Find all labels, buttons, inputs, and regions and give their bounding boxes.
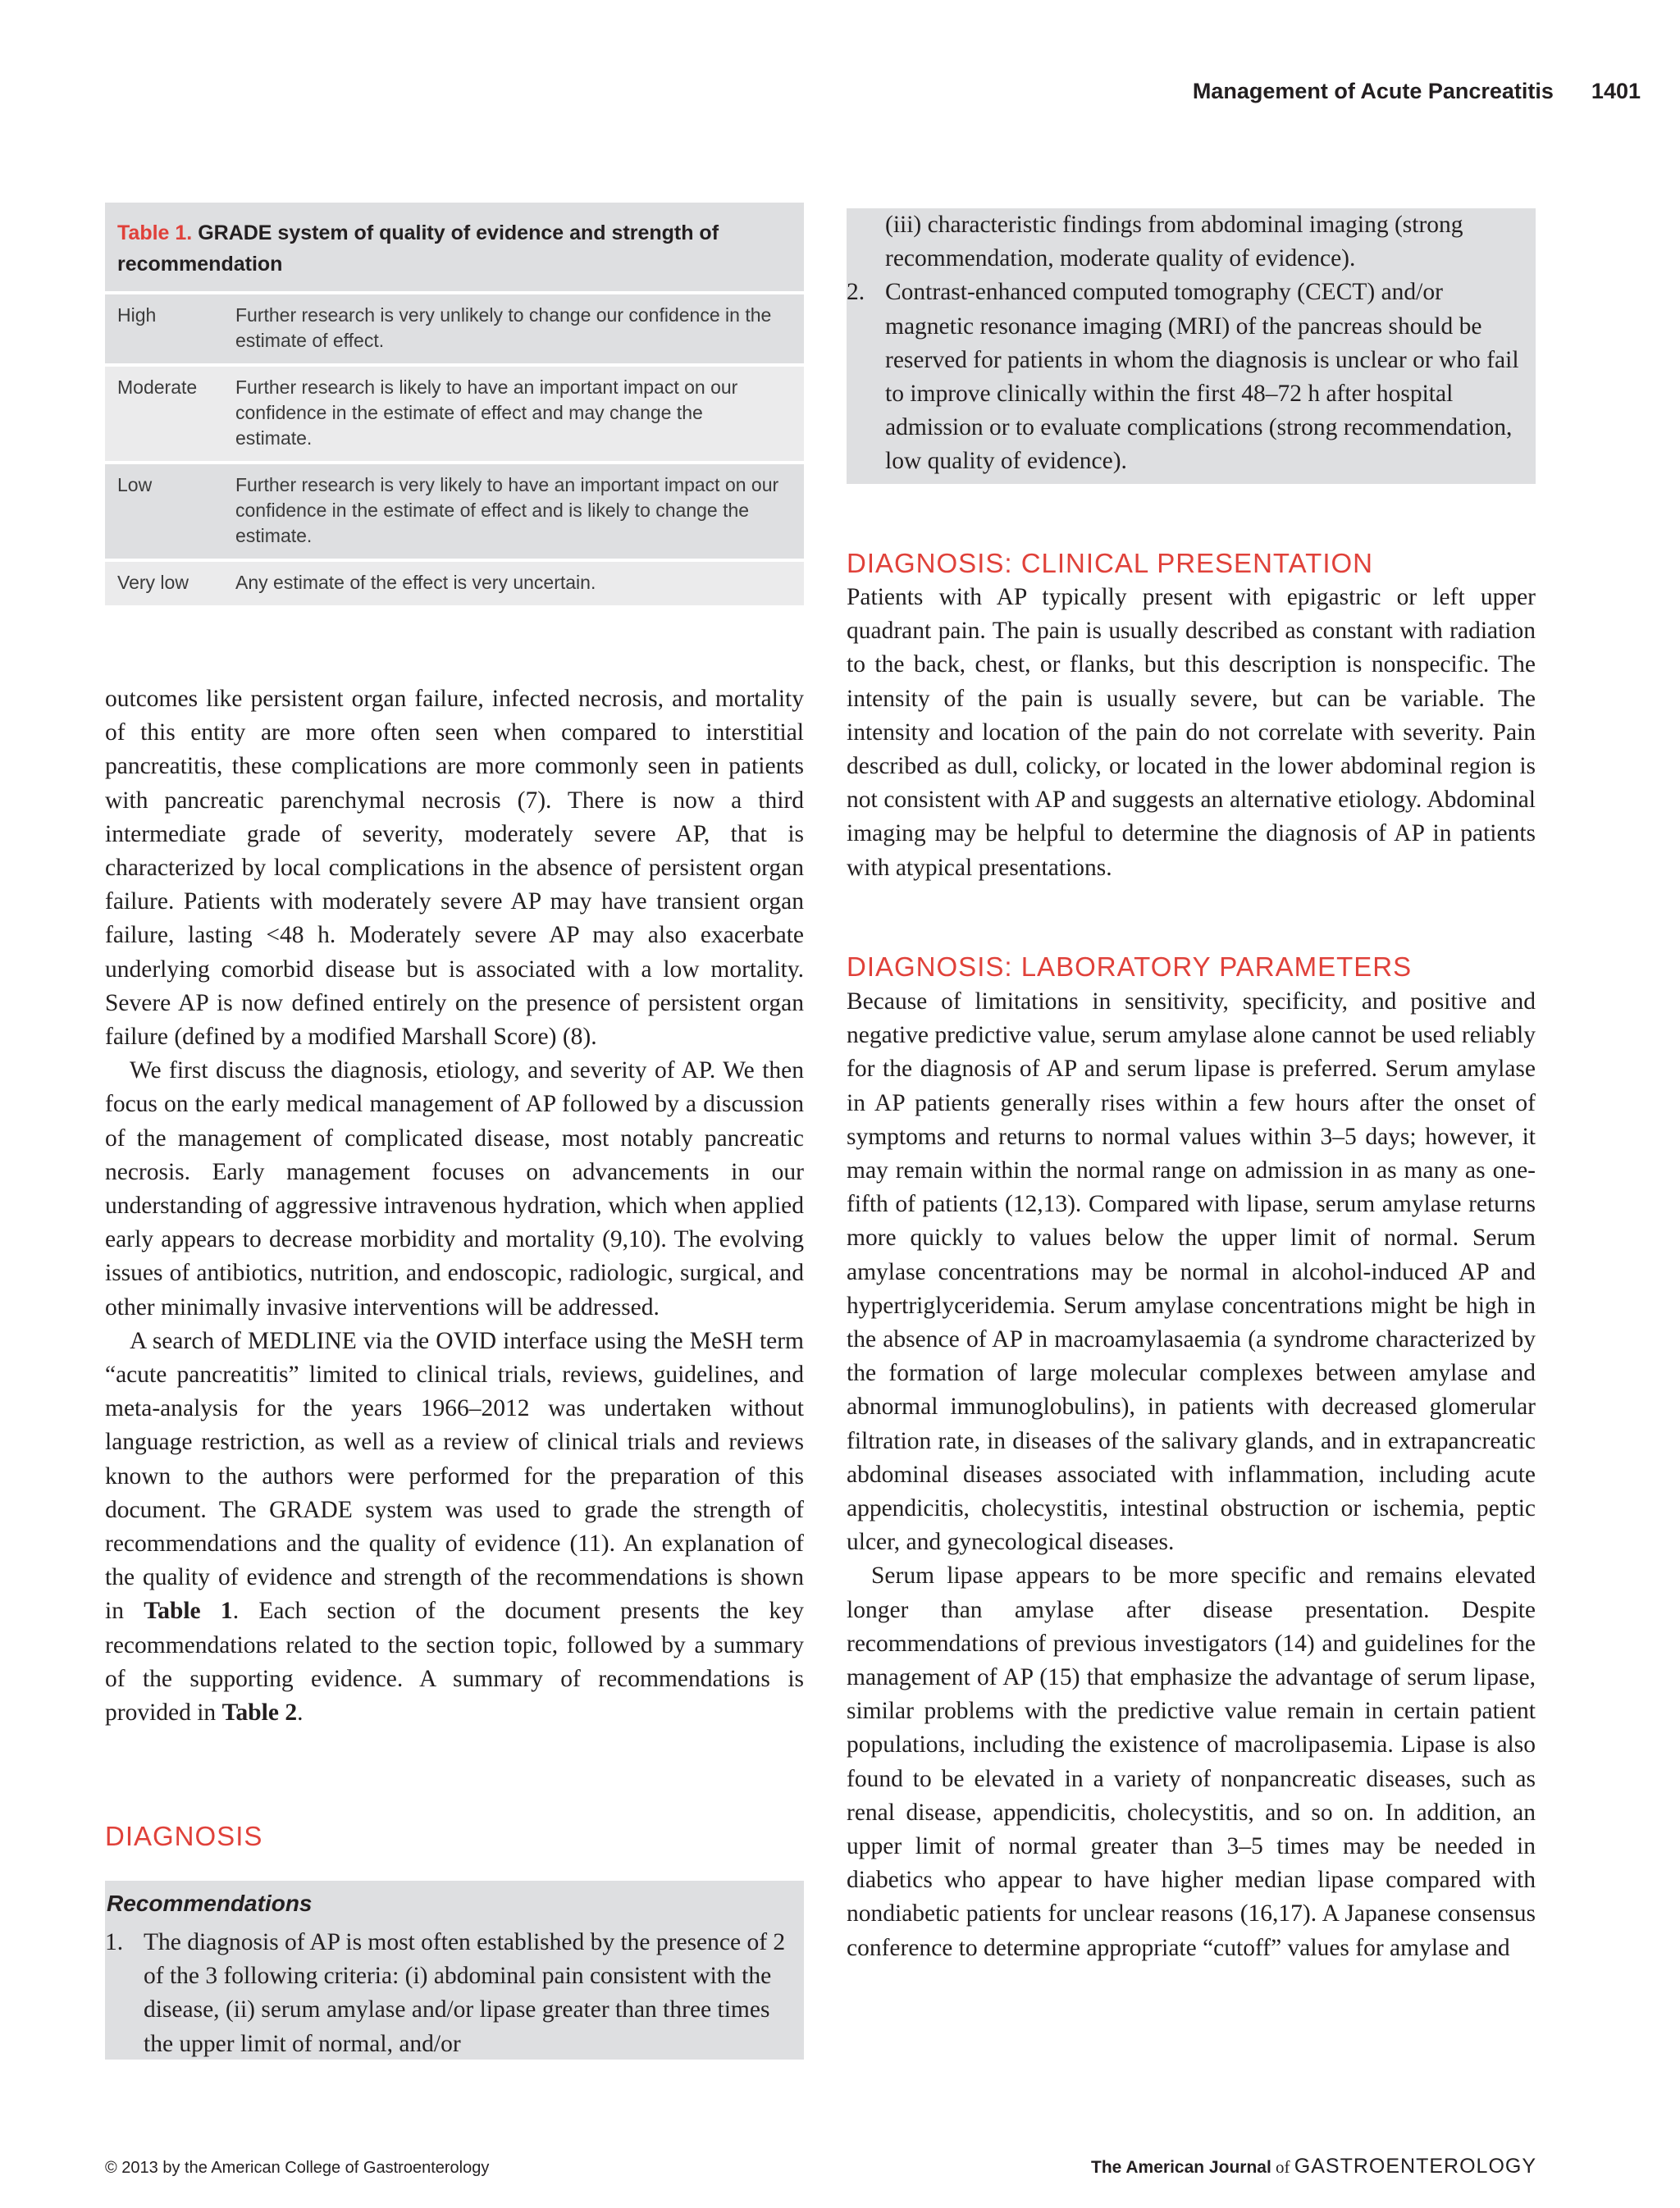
paragraph [105,1325,804,1730]
recommendation-text: The diagnosis of AP is most often established by the presence of 2 of the 3 following criteria: (i) abdominal pain consistent with the disease, (ii) serum amylase and/or lipase greater than three times the upper limit of normal, and/or [144,1929,786,2057]
recommendation-item [847,276,1536,478]
table-reference-link[interactable]: Table 2 [221,1699,298,1727]
running-title: Management of Acute Pancreatitis [1192,79,1554,103]
section-heading-diagnosis: DIAGNOSIS [105,1821,263,1851]
recommendation-list [105,1926,794,2061]
paragraph: Patients with AP typically present with epigastric or left upper quadrant pain. The pain is usually described as constant with radiation to the back, chest, or flanks, but this description is nonspecific. The intensity of the pain is usually severe, but can be variable. The intensity and location of the pain do not correlate with severity. Pain described as dull, colicky, or located in the lower abdominal region is not consistent with AP and suggests an alternative etiology. Abdominal imaging may be helpful to determine the diagnosis of AP in patients with atypical presentations. [847,584,1536,881]
paragraph-text: . [297,1699,304,1727]
clinical-presentation-body [847,581,1536,885]
table-caption-text: GRADE system of quality of evidence and strength of recommendation [117,221,719,276]
recommendation-item [105,1926,794,2061]
journal-name-prefix: The American Journal [1091,2158,1271,2177]
recommendation-text: Contrast-enhanced computed tomography (CECT) and/or magnetic resonance imaging (MRI) of the pancreas should be reserved for patients in whom the diagnosis is unclear or who fail to improve clinically within the first 48–72 h after hospital admission or to evaluate complications (strong recommendation, low quality of evidence). [885,279,1519,475]
table-1 [105,203,804,609]
table-cell-definition: Further research is very unlikely to change our confidence in the estimate of effect. [235,304,772,351]
table-cell-definition: Further research is likely to have an important impact on our confidence in the estimate of effect and may change the estimate. [235,376,738,449]
recommendation-text: (iii) characteristic findings from abdominal imaging (strong recommendation, moderate quality of evidence). [885,212,1463,272]
recommendation-number: 2. [847,279,865,306]
page-number: 1401 [1591,79,1641,103]
table-label: Table 1. [117,221,193,244]
laboratory-parameters-body [847,985,1536,1965]
recommendations-box-continued [847,208,1536,484]
section-heading-laboratory-parameters: DIAGNOSIS: LABORATORY PARAMETERS [847,951,1413,982]
left-column-body [105,682,804,1730]
paragraph-text: . Each section of the document presents the key recommendations related to the section topic, followed by a summary of the supporting evidence. A summary of recommendations is provided in [105,1598,805,1727]
journal-name [1091,2154,1536,2178]
recommendations-title: Recommendations [107,1891,313,1916]
table-cell-level: Low [117,474,153,495]
recommendation-list [847,208,1536,479]
paragraph: Serum lipase appears to be more specific and remains elevated longer than amylase after disease presentation. Despite recommendations of previous investigators (14) and guidelines for the management of AP (15) that emphasize the advantage of serum lipase, similar problems with the predictive value remain in certain patient populations, including the existence of macrolipasemia. Lipase is also found to be elevated in a variety of nonpancreatic diseases, such as renal disease, appendicitis, cholecystitis, and so on. In addition, an upper limit of normal greater than 3–5 times may be needed in diabetics who appear to have higher median lipase compared with nondiabetic patients for unclear reasons (16,17). A Japanese consensus conference to determine appropriate “cutoff” values for amylase and [847,1562,1536,1961]
table-cell-level: Very low [117,572,189,593]
running-header [984,79,1641,104]
paragraph: Because of limitations in sensitivity, specificity, and positive and negative predictive value, serum amylase alone cannot be used reliably for the diagnosis of AP and serum lipase is preferred. Serum amylase in AP patients generally rises within a few hours after the onset of symptoms and returns to normal values within 3–5 days; however, it may remain within the normal range on admission in as many as one-fifth of patients (12,13). Compared with lipase, serum amylase returns more quickly to values below the upper limit of normal. Serum amylase concentrations may be normal in alcohol-induced AP and hypertriglyceridemia. Serum amylase concentrations might be high in the absence of AP in macroamylasaemia (a syndrome characterized by the formation of large molecular complexes between amylase and abnormal immunoglobulins), in patients with decreased glomerular filtration rate, in diseases of the salivary glands, and in extrapancreatic abdominal diseases associated with inflammation, including acute appendicitis, cholecystitis, intestinal obstruction or ischemia, peptic ulcer, and gynecological diseases. [847,988,1536,1556]
table-cell-level: High [117,304,157,326]
paragraph: We first discuss the diagnosis, etiology, and severity of AP. We then focus on the early medical management of AP followed by a discussion of the management of complicated disease, most notably pancreatic necrosis. Early management focuses on advancements in our understanding of aggressive intravenous hydration, which when applied early appears to decrease morbidity and mortality (9,10). The evolving issues of antibiotics, nutrition, and endoscopic, radiologic, surgical, and other minimally invasive interventions will be addressed. [105,1057,804,1321]
section-heading-clinical-presentation: DIAGNOSIS: CLINICAL PRESENTATION [847,548,1374,578]
paragraph: outcomes like persistent organ failure, infected necrosis, and mortality of this entity are more often seen when compared to interstitial pancreatitis, these complications are more commonly seen in patients with pancreatic parenchymal necrosis (7). There is now a third intermediate grade of severity, moderately severe AP, that is characterized by local complications in the absence of persistent organ failure. Patients with moderately severe AP may have transient organ failure, lasting <48 h. Moderately severe AP may also exacerbate underlying comorbid disease but is associated with a low mortality. Severe AP is now defined entirely on the presence of persistent organ failure (defined by a modified Marshall Score) (8). [105,686,804,1051]
recommendations-box [105,1881,804,2060]
table-row [105,367,804,464]
recommendation-item-continued [847,208,1536,276]
table-row [105,562,804,609]
table-row [105,464,804,562]
paragraph-text: A search of MEDLINE via the OVID interface using the MeSH term “acute pancreatitis” limited to clinical trials, reviews, guidelines, and meta-analysis for the years 1966–2012 was undertaken without language restriction, as well as a review of clinical trials and reviews known to the authors were performed for the preparation of this document. The GRADE system was used to grade the strength of recommendations and the quality of evidence (11). An explanation of the quality of evidence and strength of the recommendations is shown in [105,1327,804,1625]
table-row [105,294,804,367]
copyright-notice: © 2013 by the American College of Gastroenterology [105,2159,490,2177]
table-cell-level: Moderate [117,376,198,398]
table-reference-link[interactable]: Table 1 [144,1598,233,1625]
table-caption [105,203,804,294]
table-cell-definition: Further research is very likely to have an important impact on our confidence in the estimate of effect and is likely to change the estimate. [235,474,779,546]
journal-name-of: of [1271,2157,1294,2177]
table-cell-definition: Any estimate of the effect is very uncertain. [235,572,596,593]
recommendation-number: 1. [105,1929,124,1955]
journal-name-main: GASTROENTEROLOGY [1294,2155,1537,2178]
